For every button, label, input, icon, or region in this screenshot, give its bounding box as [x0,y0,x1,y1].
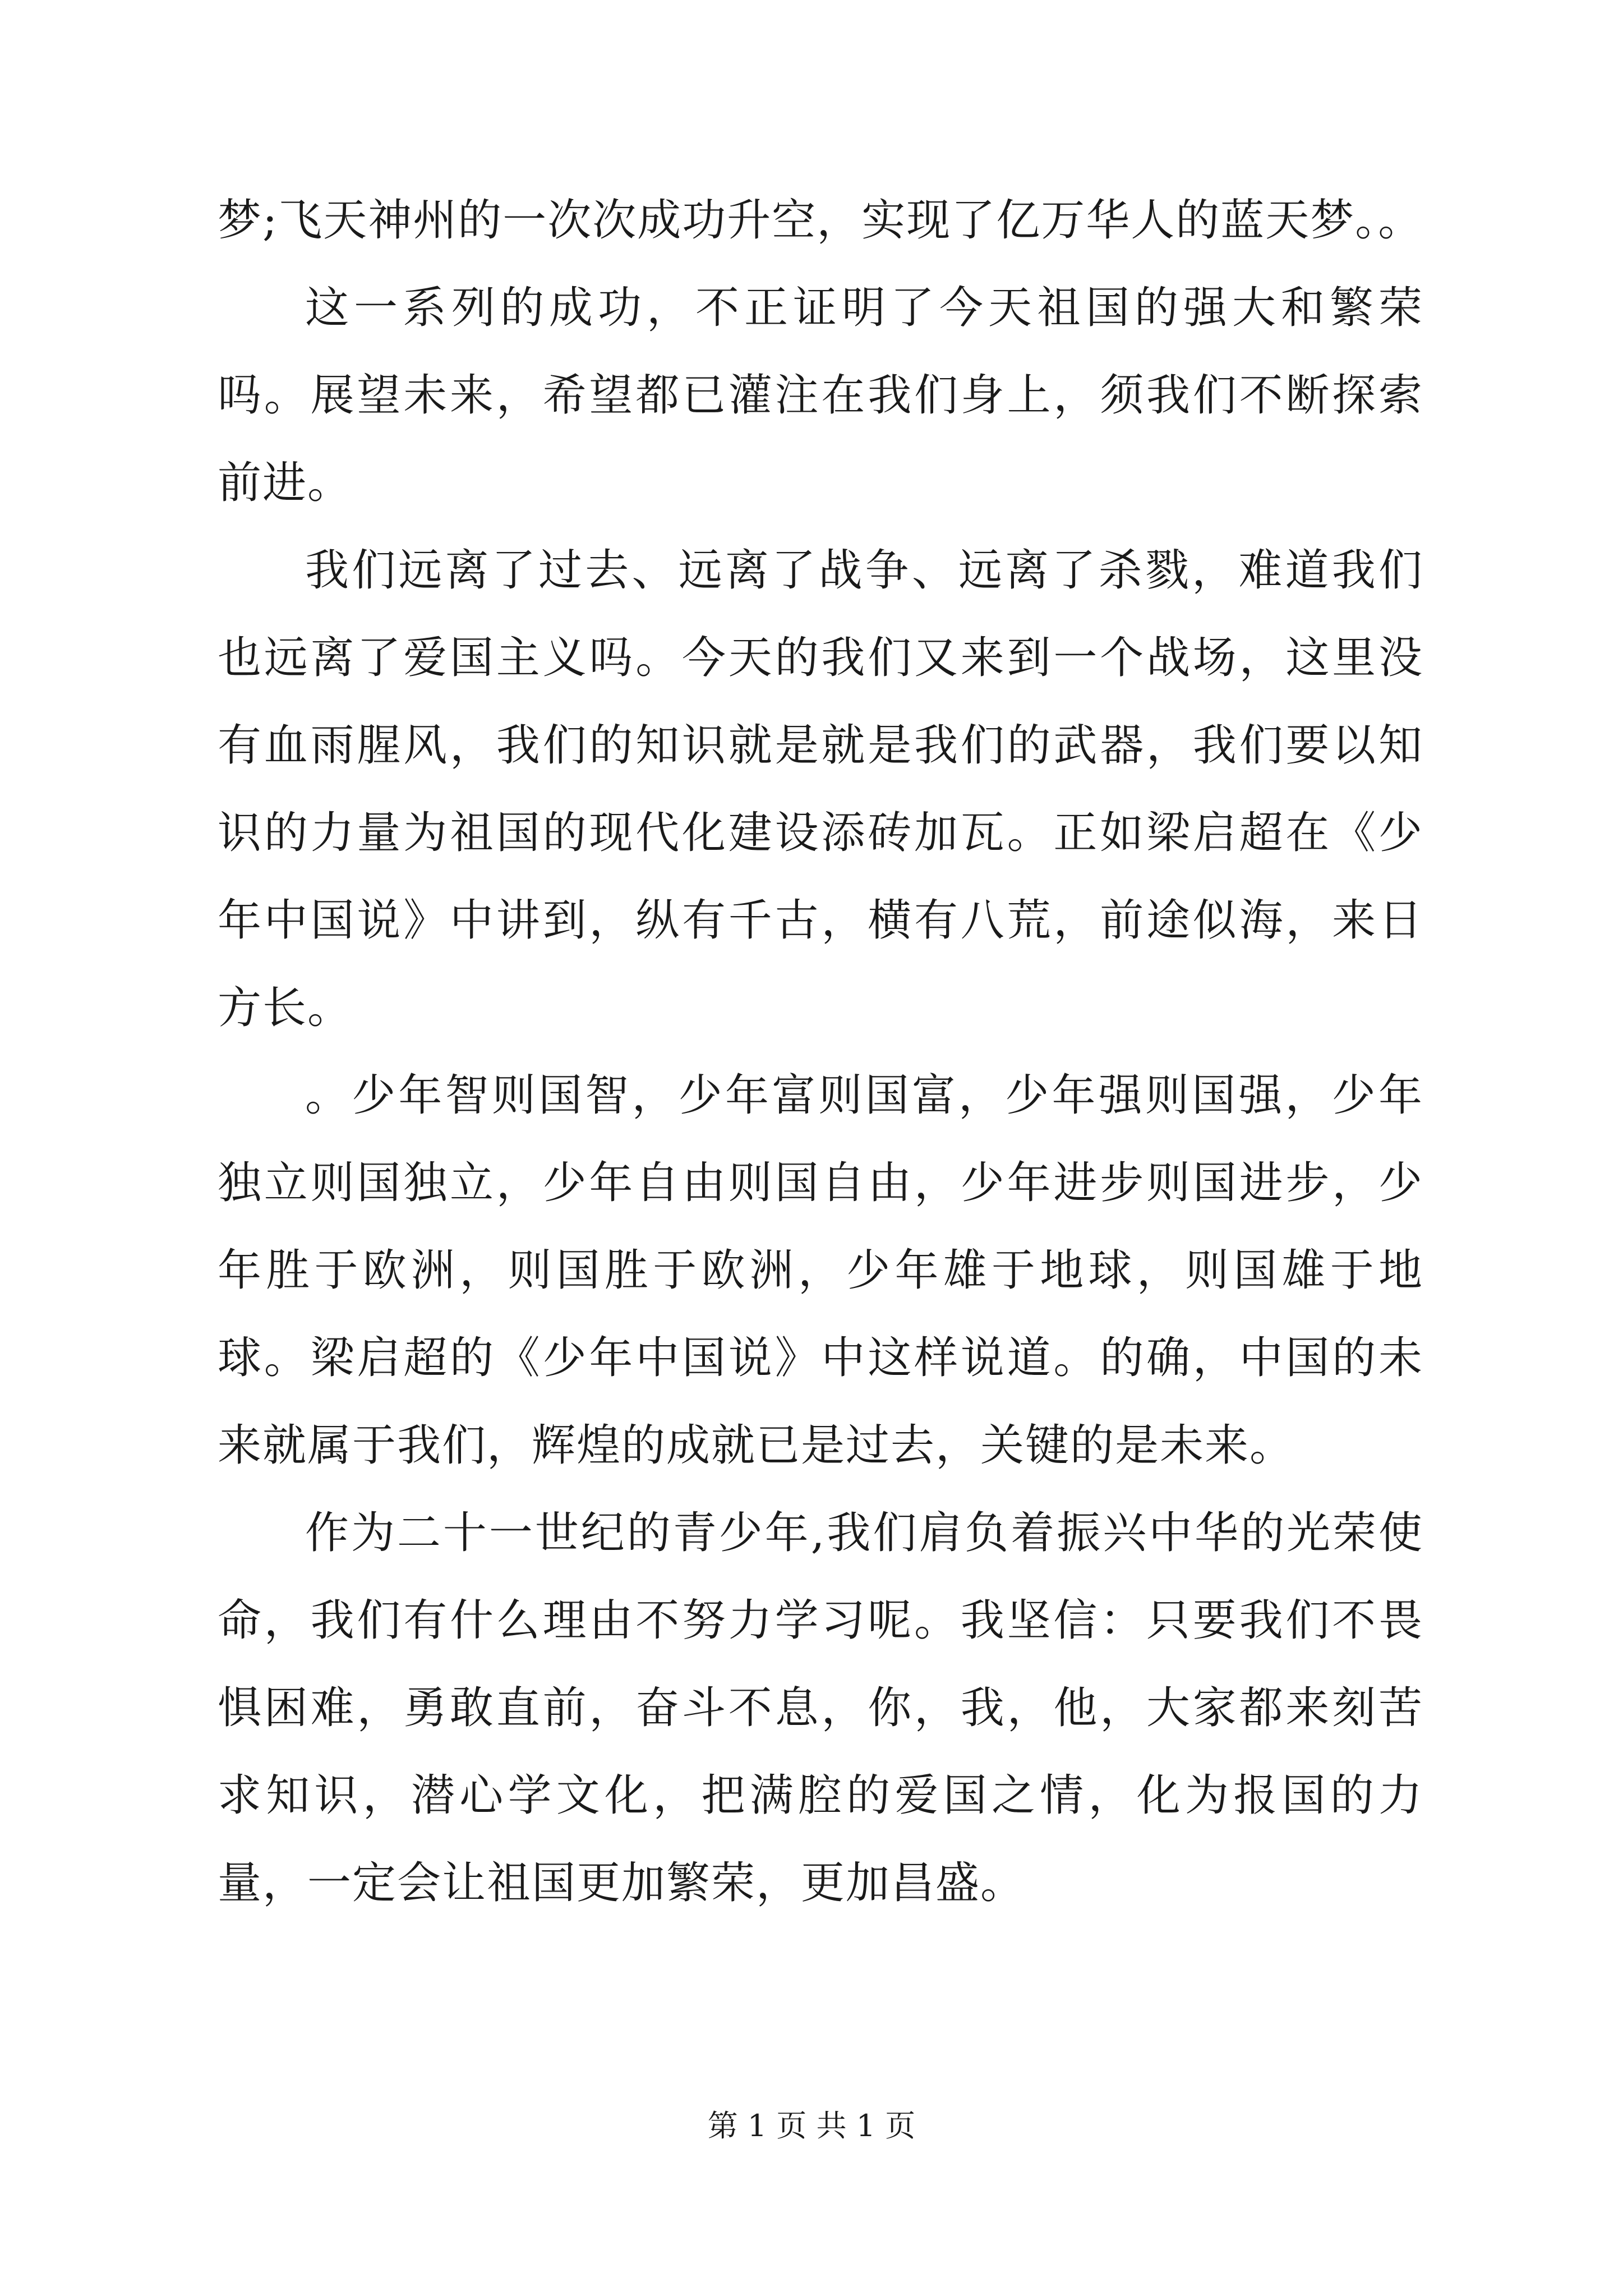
page-footer: 第 1 页 共 1 页 [707,2108,916,2143]
paragraph-1: 梦;飞天神州的一次次成功升空，实现了亿万华人的蓝天梦。。 [218,195,1423,246]
document-body [218,177,1423,1927]
paragraph-5: 作为二十一世纪的青少年,我们肩负着振兴中华的光荣使命，我们有什么理由不努力学习呢。我坚信：只要我们不畏惧困难，勇敢直前，奋斗不息，你，我，他，大家都来刻苦求知识，潜心学文化，把满腔的爱国之情，化为报国的力量，一定会让祖国更加繁荣，更加昌盛。 [218,1508,1423,1908]
paragraph-2: 这一系列的成功，不正证明了今天祖国的强大和繁荣吗。展望未来，希望都已灌注在我们身上，须我们不断探索前进。 [218,283,1423,508]
paragraph-3: 我们远离了过去、远离了战争、远离了杀戮，难道我们也远离了爱国主义吗。今天的我们又来到一个战场，这里没有血雨腥风，我们的知识就是就是我们的武器，我们要以知识的力量为祖国的现代化建设添砖加瓦。正如梁启超在《少年中国说》中讲到，纵有千古，横有八荒，前途似海，来日方长。 [218,545,1423,1033]
paragraph-4: 。少年智则国智，少年富则国富，少年强则国强，少年独立则国独立，少年自由则国自由，少年进步则国进步，少年胜于欧洲，则国胜于欧洲，少年雄于地球，则国雄于地球。梁启超的《少年中国说》中这样说道。的确，中国的未来就属于我们，辉煌的成就已是过去，关键的是未来。 [218,1070,1423,1471]
